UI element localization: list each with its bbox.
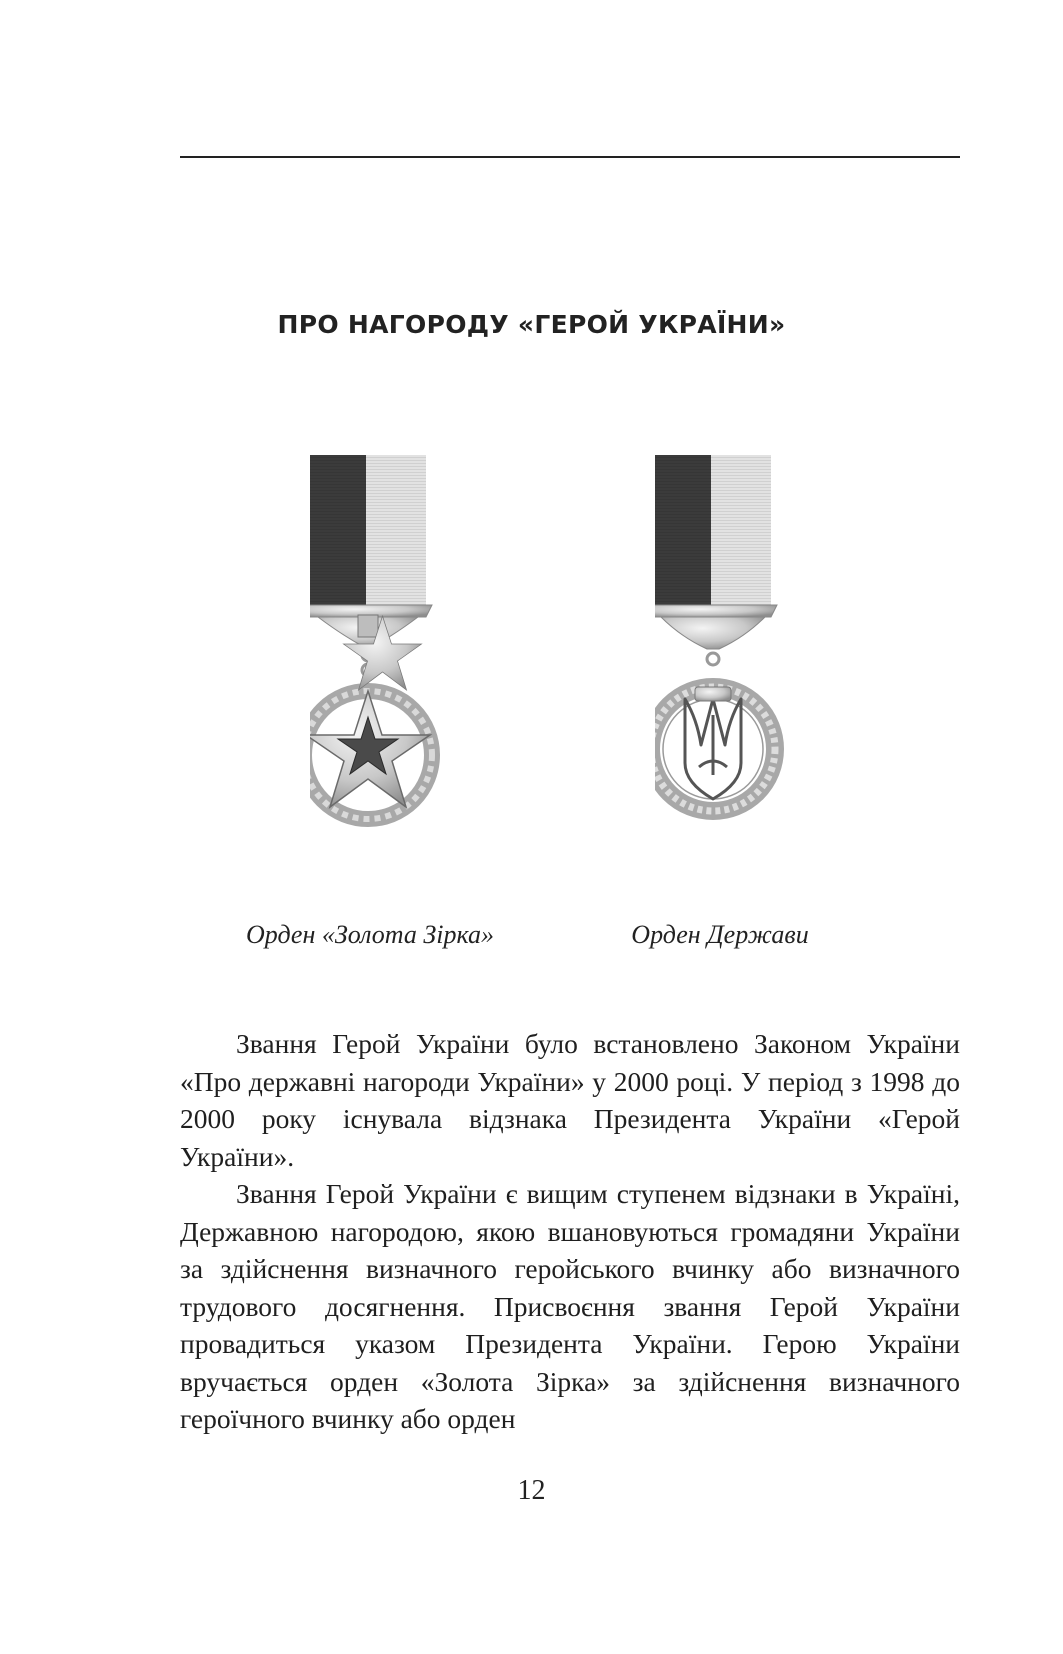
- header-rule: [180, 156, 960, 158]
- medal-caption-gold-star: Орден «Золота Зірка»: [246, 920, 494, 949]
- gold-star-order-icon: [310, 455, 480, 875]
- paragraph: Звання Герой України є вищим ступенем відзнаки в Україні, Державною нагородою, якою вшановуються громадяни України за здійснення визначного геройського вчинку або визначного трудового досягнення. Присвоєння звання Герой України провадиться указом Президента України. Герою України вручається орден «Золота Зірка» за здійснення визначного героїчного вчинку або орден: [180, 1178, 960, 1434]
- medal-caption-order-of-state: Орден Держави: [631, 920, 809, 949]
- page-title: ПРО НАГОРОДУ «ГЕРОЙ УКРАЇНИ»: [277, 310, 786, 339]
- order-of-state-icon: [655, 455, 825, 875]
- body-text: [180, 1025, 960, 1438]
- paragraph: Звання Герой України було встановлено Законом України «Про державні нагороди України» у 2000 році. У період з 1998 до 2000 року існувала відзнака Президента України «Герой України».: [180, 1028, 960, 1172]
- page-number: 12: [517, 1475, 546, 1506]
